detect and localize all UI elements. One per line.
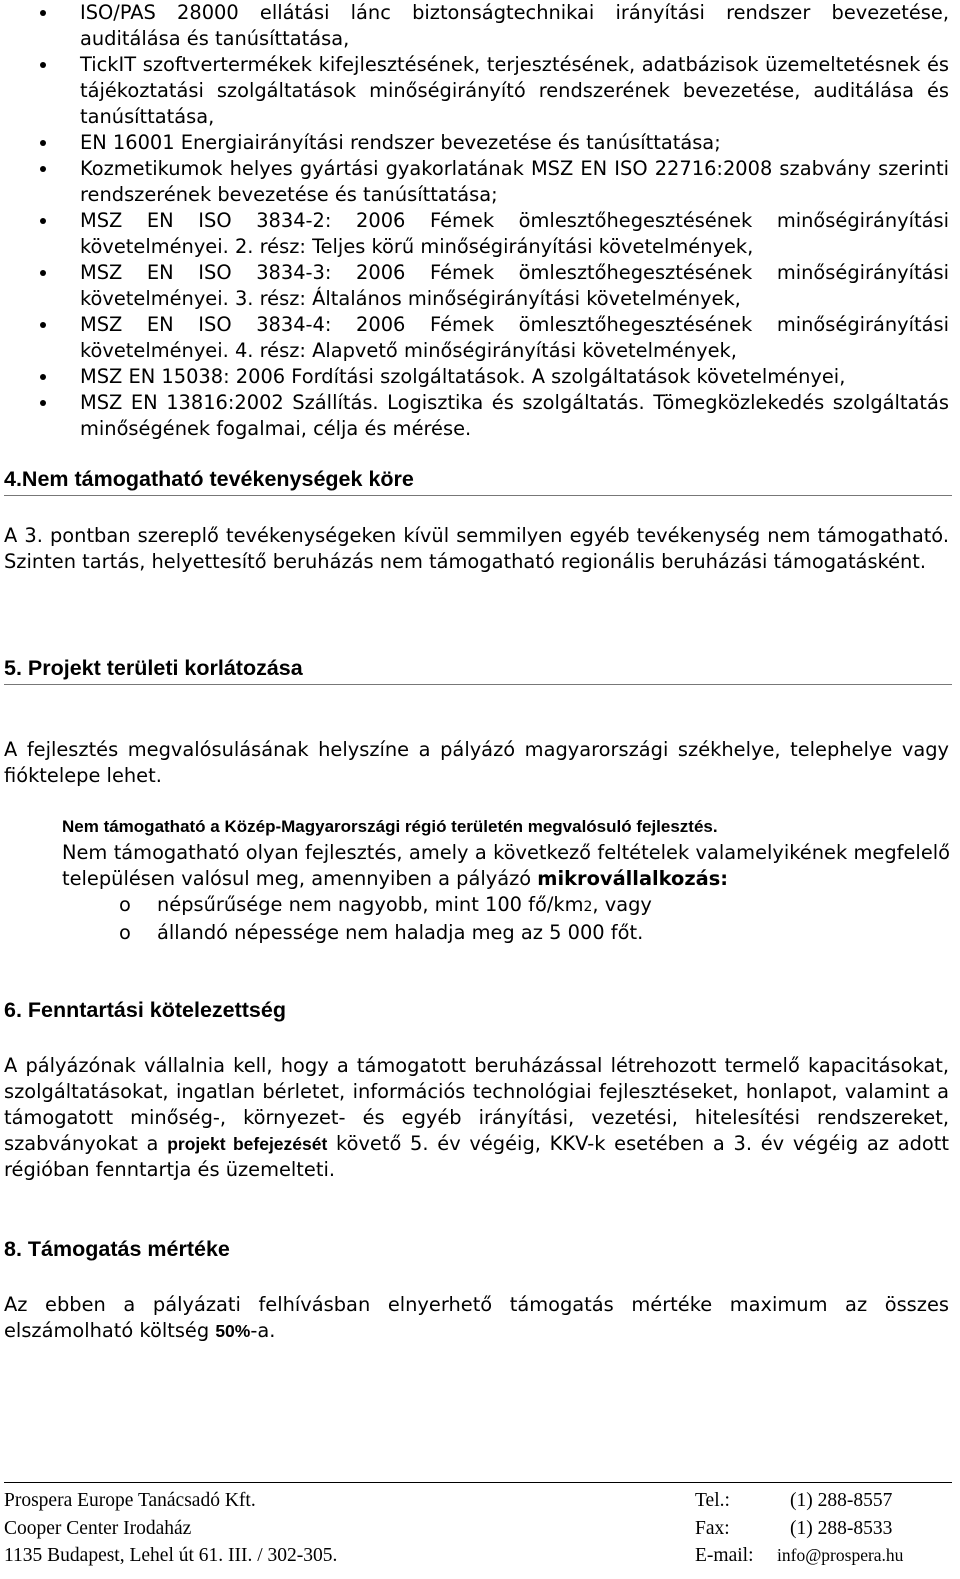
condition-item-text: állandó népessége nem haladja meg az 5 000 főt. <box>157 921 644 944</box>
list-item <box>0 390 949 442</box>
section-6-text-bold: projekt befejezését <box>167 1134 328 1154</box>
restriction-note: Nem támogatható a Közép-Magyarországi régió területén megvalósuló fejlesztés. <box>62 817 718 836</box>
circle-bullet-icon: o <box>119 921 131 944</box>
footer-company: Prospera Europe Tanácsadó Kft. <box>4 1490 256 1511</box>
section-6-text <box>4 1053 949 1183</box>
section-4-text: A 3. pontban szereplő tevékenységeken kívül semmilyen egyéb tevékenység nem támogatható. Szinten tartás, helyettesítő beruházás nem támogatható regionális beruházási támogatásként. <box>4 524 949 573</box>
bullet-icon <box>40 62 46 68</box>
bullet-icon <box>40 10 46 16</box>
condition-item-text: népsűrűsége nem nagyobb, mint 100 fő/km <box>157 893 584 916</box>
section-8-text-before: Az ebben a pályázati felhívásban elnyerhető támogatás mértéke maximum az összes elszámolható költség <box>4 1293 949 1342</box>
condition-text-body: Nem támogatható olyan fejlesztés, amely a következő feltételek valamelyikének megfelelő településen valósul meg, amennyiben a pályázó <box>62 841 950 890</box>
circle-bullet-icon: o <box>119 893 131 916</box>
bullet-icon <box>40 270 46 276</box>
section-5-text: A fejlesztés megvalósulásának helyszíne a pályázó magyarországi székhelye, telephelye vagy fióktelepe lehet. <box>4 738 949 787</box>
footer-email[interactable]: info@prospera.hu <box>777 1545 904 1565</box>
condition-text-bold: mikrovállalkozás: <box>537 867 729 890</box>
section-5-heading: 5. Projekt területi korlátozása <box>4 656 303 680</box>
bullet-icon <box>40 140 46 146</box>
footer-email-row <box>695 1542 903 1570</box>
condition-item-sub: 2 <box>583 899 593 915</box>
list-item-text: MSZ EN ISO 3834-4: 2006 Fémek ömlesztőhegesztésének minőségirányítási követelményei. 4. rész: Alapvető minőségirányítási követelmények, <box>80 313 949 362</box>
condition-item <box>62 892 950 920</box>
list-item-text: Kozmetikumok helyes gyártási gyakorlatának MSZ EN ISO 22716:2008 szabvány szerinti rendszerének bevezetése és tanúsíttatása; <box>80 157 949 206</box>
footer-street: 1135 Budapest, Lehel út 61. III. / 302-305. <box>4 1545 338 1566</box>
footer-fax: (1) 288-8533 <box>790 1517 893 1539</box>
condition-list <box>62 892 950 946</box>
list-item <box>0 260 949 312</box>
footer-address <box>4 1487 337 1570</box>
section-5-rule <box>4 684 952 685</box>
section-6-text-before: A pályázónak vállalnia kell, hogy a támogatott beruházással létrehozott termelő kapacitásokat, szolgáltatásokat, ingatlan bérletet, információs technológiai fejlesztéseket, honlapot, valamint a támogatott minőség-, környezet- és egyéb irányítási, vezetési, hitelesítési rendszereket, szabványokat a <box>4 1054 949 1155</box>
footer-contact <box>695 1487 903 1570</box>
condition-item-tail: , vagy <box>592 893 652 916</box>
list-item-text: TickIT szoftvertermékek kifejlesztésének, terjesztésének, adatbázisok üzemeltetésnek és tájékoztatási szolgáltatások minőségirányító rendszerének bevezetése, auditálása és tanúsíttatása, <box>80 53 949 128</box>
bullet-icon <box>40 322 46 328</box>
restriction-block <box>62 814 950 946</box>
list-item-text: MSZ EN 13816:2002 Szállítás. Logisztika és szolgáltatás. Tömegközlekedés szolgáltatás minőségének fogalmai, célja és mérése. <box>80 391 949 440</box>
footer-email-label: E-mail: <box>695 1545 754 1566</box>
footer-rule <box>4 1482 952 1483</box>
list-item-text: MSZ EN 15038: 2006 Fordítási szolgáltatások. A szolgáltatások követelményei, <box>80 365 846 388</box>
section-8-text-after: -a. <box>250 1319 276 1342</box>
list-item <box>0 208 949 260</box>
list-item <box>0 52 949 130</box>
section-6-heading: 6. Fenntartási kötelezettség <box>4 998 286 1022</box>
footer-fax-label: Fax: <box>695 1517 730 1539</box>
footer-tel-label: Tel.: <box>695 1490 730 1511</box>
list-item <box>0 0 949 52</box>
list-item <box>0 130 949 156</box>
bullet-icon <box>40 374 46 380</box>
certification-list <box>0 0 960 442</box>
section-4-heading: 4.Nem támogatható tevékenységek köre <box>4 467 414 491</box>
list-item-text: MSZ EN ISO 3834-2: 2006 Fémek ömlesztőhegesztésének minőségirányítási követelményei. 2. rész: Teljes körű minőségirányítási követelmények, <box>80 209 949 258</box>
footer-tel: (1) 288-8557 <box>790 1490 893 1511</box>
list-item <box>0 364 949 390</box>
list-item-text: MSZ EN ISO 3834-3: 2006 Fémek ömlesztőhegesztésének minőségirányítási követelményei. 3. rész: Általános minőségirányítási követelmények, <box>80 261 949 310</box>
bullet-icon <box>40 400 46 406</box>
bullet-icon <box>40 218 46 224</box>
section-8-text <box>4 1292 949 1344</box>
condition-item <box>62 920 950 946</box>
section-4-rule <box>4 495 952 496</box>
list-item-text: EN 16001 Energiairányítási rendszer bevezetése és tanúsíttatása; <box>80 131 721 154</box>
condition-text <box>62 840 950 892</box>
list-item <box>0 156 949 208</box>
section-8-text-bold: 50% <box>215 1321 251 1341</box>
bullet-icon <box>40 166 46 172</box>
footer-office: Cooper Center Irodaház <box>4 1517 192 1539</box>
section-8-heading: 8. Támogatás mértéke <box>4 1237 230 1261</box>
list-item <box>0 312 949 364</box>
list-item-text: ISO/PAS 28000 ellátási lánc biztonságtechnikai irányítási rendszer bevezetése, auditálása és tanúsíttatása, <box>80 1 949 50</box>
footer-fax-row <box>695 1515 903 1543</box>
section-6-text-after: követő 5. év végéig, KKV-k esetében a 3. év végéig az adott régióban fenntartja és üzemelteti. <box>4 1132 949 1181</box>
footer-tel-row <box>695 1487 903 1515</box>
